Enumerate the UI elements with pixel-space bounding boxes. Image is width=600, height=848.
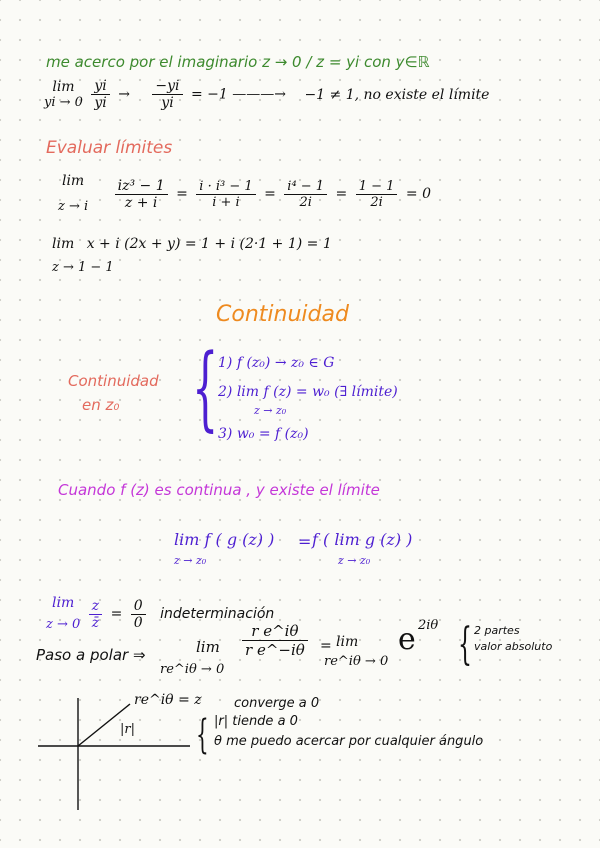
polar-sketch (30, 690, 200, 820)
fraction-numerator: iz³ − 1 (115, 178, 168, 195)
fraction-numerator: 1 − 1 (356, 179, 398, 195)
z-polar-label: re^iθ = z (134, 692, 202, 708)
polar-lim-2-subscript: re^iθ → 0 (324, 654, 389, 669)
fraction-2 (196, 179, 255, 210)
composition-lhs-subscript: z → z₀ (174, 554, 207, 567)
condition-2-subscript: z → z₀ (254, 404, 287, 417)
exponential-superscript: 2iθ (418, 618, 439, 633)
lim-label: lim (61, 173, 85, 189)
fraction-numerator: i · i³ − 1 (196, 179, 255, 195)
fraction-polar (242, 622, 308, 659)
fraction-numerator: 0 (131, 598, 146, 615)
bullet-brace: { (196, 712, 209, 758)
fraction-denominator: 0 (133, 614, 143, 631)
conclusion-no-limit: −1 ≠ 1, no existe el límite (304, 86, 490, 103)
lim-label: lim (52, 595, 75, 611)
polar-lim-label: lim (196, 638, 220, 656)
continuous-composition-statement: Cuando f (z) es continua , y existe el límite (58, 481, 380, 499)
exponential-base: e (398, 622, 416, 657)
continuity-at-z0-label: en z₀ (82, 396, 120, 414)
result-zero: = 0 (405, 186, 431, 202)
limit-z-to-i-expression (58, 168, 431, 220)
limit-yi-expression (44, 78, 489, 111)
condition-1: 1) f (z₀) → z₀ ∈ G (218, 355, 335, 371)
equals: = (335, 186, 348, 202)
composition-rhs-subscript: z → z₀ (338, 554, 371, 567)
polar-fraction (238, 622, 312, 659)
fraction-numerator: yi (91, 78, 109, 95)
left-brace: { (192, 334, 219, 441)
line-approach-imaginary: me acerco por el imaginario z → 0 / z = yi con y∈ℝ (46, 53, 430, 71)
right-brace: { (458, 619, 472, 670)
composition-lhs: lim f ( g (z) ) (174, 530, 275, 549)
equals-minus-one: = −1 ———→ (191, 86, 286, 103)
equals: = (110, 606, 123, 622)
lim-label: lim (52, 79, 75, 95)
arrow: → (118, 86, 130, 103)
polar-equals: = (320, 638, 332, 654)
polar-lim-2-label: lim (336, 634, 359, 650)
continuity-label: Continuidad (68, 372, 159, 390)
fraction-denominator: yi (94, 95, 107, 111)
limit-x-iy-expression (52, 236, 332, 252)
fraction-4 (356, 179, 398, 210)
fraction-denominator: r e^−iθ (245, 641, 305, 659)
fraction-denominator: yi (161, 95, 174, 111)
heading-evaluate-limits: Evaluar límites (46, 138, 173, 158)
fraction-numerator: i⁴ − 1 (284, 179, 327, 195)
fraction-numerator: z (89, 598, 102, 615)
lim-label: lim (52, 236, 75, 252)
lim-subscript: z → 0 (46, 617, 81, 632)
fraction-denominator: i + i (212, 194, 240, 210)
equals: = (176, 186, 188, 202)
fraction-yi-over-yi (91, 78, 109, 111)
modulus-tends-zero: |r| tiende a 0 (214, 714, 298, 729)
bracket-note-absolute-value: valor absoluto (474, 640, 553, 653)
polar-lim-subscript: re^iθ → 0 (160, 662, 225, 677)
bracket-note-parts: 2 partes (474, 624, 520, 637)
lim-subscript: z → 1 − 1 (52, 260, 114, 275)
fraction-denominator: z + i (124, 194, 158, 211)
fraction-denominator: 2i (370, 194, 383, 210)
fraction-numerator: r e^iθ (242, 622, 308, 641)
equals: = (264, 186, 276, 202)
fraction-denominator: z̄ (91, 614, 100, 631)
condition-2: 2) lim f (z) = w₀ (∃ límite) (218, 384, 398, 400)
fraction-z-over-zbar (89, 598, 102, 631)
lim-subscript: z → i (58, 199, 89, 214)
fraction-denominator: 2i (299, 194, 312, 210)
fraction-3 (284, 179, 327, 210)
converge-label: converge a 0 (234, 696, 320, 711)
polar-step-label: Paso a polar ⇒ (36, 646, 146, 664)
fraction-numerator: −yi (152, 78, 182, 95)
composition-equals: = (298, 532, 312, 551)
fraction-1 (115, 178, 168, 211)
composition-rhs: f ( lim g (z) ) (312, 530, 413, 549)
condition-3: 3) w₀ = f (z₀) (218, 426, 309, 442)
indeterminate-label: indeterminación (160, 606, 275, 622)
radius-label: |r| (120, 722, 135, 737)
fraction-zero-over-zero (131, 598, 146, 631)
limit-expression: x + i (2x + y) = 1 + i (2·1 + 1) = 1 (86, 236, 332, 252)
any-angle-approach: θ me puedo acercar por cualquier ángulo (214, 734, 484, 749)
lim-subscript: yi → 0 (44, 95, 83, 110)
heading-continuity: Continuidad (216, 302, 349, 327)
fraction-neg-yi-over-yi (152, 78, 182, 111)
